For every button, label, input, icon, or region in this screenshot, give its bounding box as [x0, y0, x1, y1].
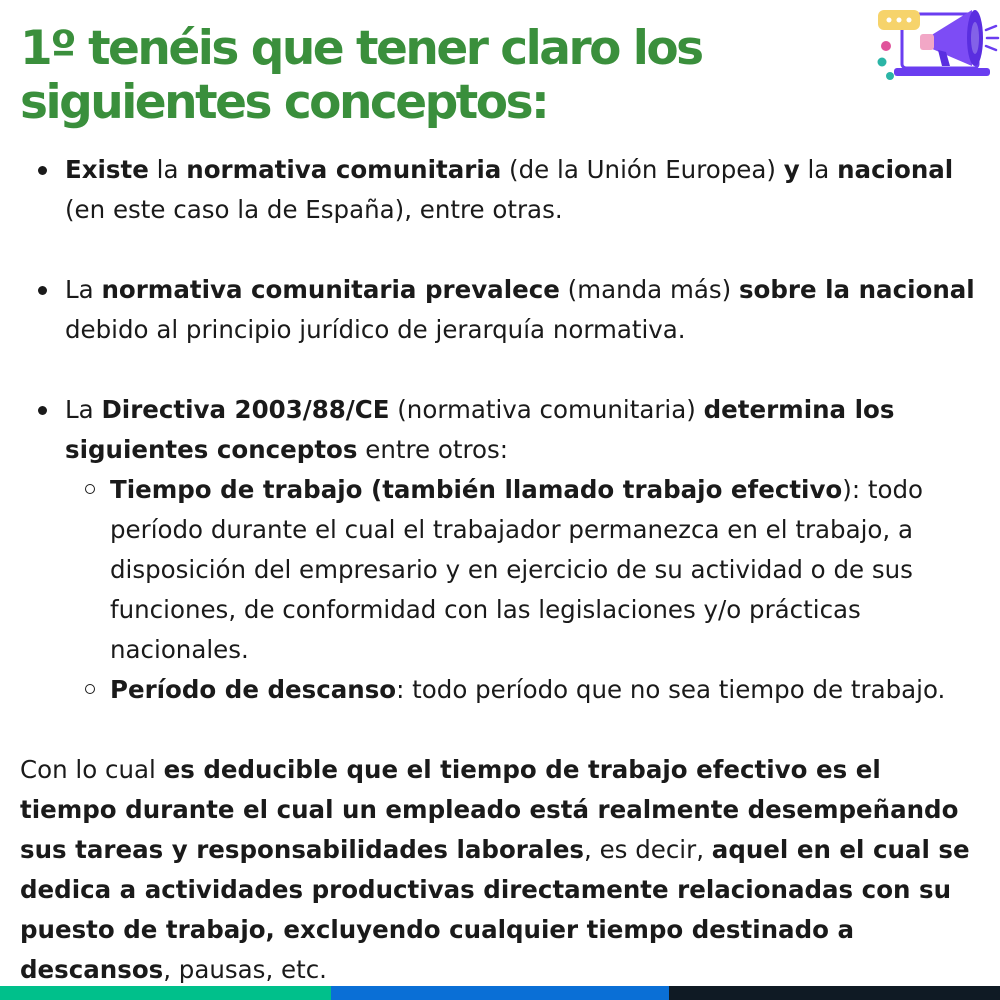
text: (manda más)	[559, 275, 739, 304]
bold-text: aquel en el cual se dedica a actividades productivas directamente relacionadas con su puesto de trabajo, excluyendo cualquier tiempo destinado a descansos	[20, 835, 970, 984]
conclusion-paragraph	[0, 750, 1000, 990]
text: entre otros:	[357, 435, 508, 464]
title-line-2: siguientes conceptos:	[20, 75, 548, 130]
sub-list-item	[64, 670, 980, 710]
text: (normativa comunitaria)	[389, 395, 704, 424]
page-title	[20, 22, 702, 130]
bold-text: normativa comunitaria	[186, 155, 502, 184]
sub-list-item	[64, 470, 980, 670]
text: , es decir,	[584, 835, 712, 864]
text: la	[799, 155, 838, 184]
bold-text: Período de descanso	[110, 675, 397, 704]
text: (en este caso la de España), entre otras.	[65, 195, 563, 224]
bold-text: y	[783, 155, 800, 184]
bold-text: determina los siguientes conceptos	[65, 395, 895, 464]
footer-segment-blue	[331, 986, 669, 1000]
title-line-1: 1º tenéis que tener claro los	[20, 21, 702, 76]
text: ): todo período durante el cual el trabajador permanezca en el trabajo, a disposición del empresario y en ejercicio de su actividad o de sus funciones, de conformidad con las legislaciones y/o prácticas nacionales.	[110, 475, 924, 664]
text: debido al principio jurídico de jerarquía normativa.	[65, 315, 686, 344]
megaphone-icon	[872, 0, 1000, 95]
bold-text: normativa comunitaria prevalece	[101, 275, 560, 304]
footer-color-bar	[0, 986, 1000, 1000]
bold-text: nacional	[837, 155, 954, 184]
content	[0, 150, 1000, 990]
sub-list	[65, 470, 980, 710]
bold-text: es deducible que el tiempo de trabajo efectivo es el tiempo durante el cual un empleado está realmente desempeñando sus tareas y responsabilidades laborales	[20, 755, 959, 864]
bold-text: Directiva 2003/88/CE	[101, 395, 390, 424]
bullet-list	[0, 150, 1000, 710]
text: , pausas, etc.	[163, 955, 327, 984]
bold-text: sobre la nacional	[738, 275, 975, 304]
bold-text: Tiempo de trabajo (también llamado trabajo efectivo	[110, 475, 843, 504]
footer-segment-dark	[669, 986, 1000, 1000]
list-item	[0, 150, 1000, 230]
list-item	[0, 270, 1000, 350]
text: la	[148, 155, 187, 184]
text: Con lo cual	[20, 755, 164, 784]
footer-segment-green	[0, 986, 331, 1000]
list-item	[0, 390, 1000, 710]
text: La	[65, 395, 102, 424]
text: (de la Unión Europea)	[501, 155, 784, 184]
text: : todo período que no sea tiempo de trabajo.	[396, 675, 946, 704]
bold-text: Existe	[65, 155, 149, 184]
text: La	[65, 275, 102, 304]
